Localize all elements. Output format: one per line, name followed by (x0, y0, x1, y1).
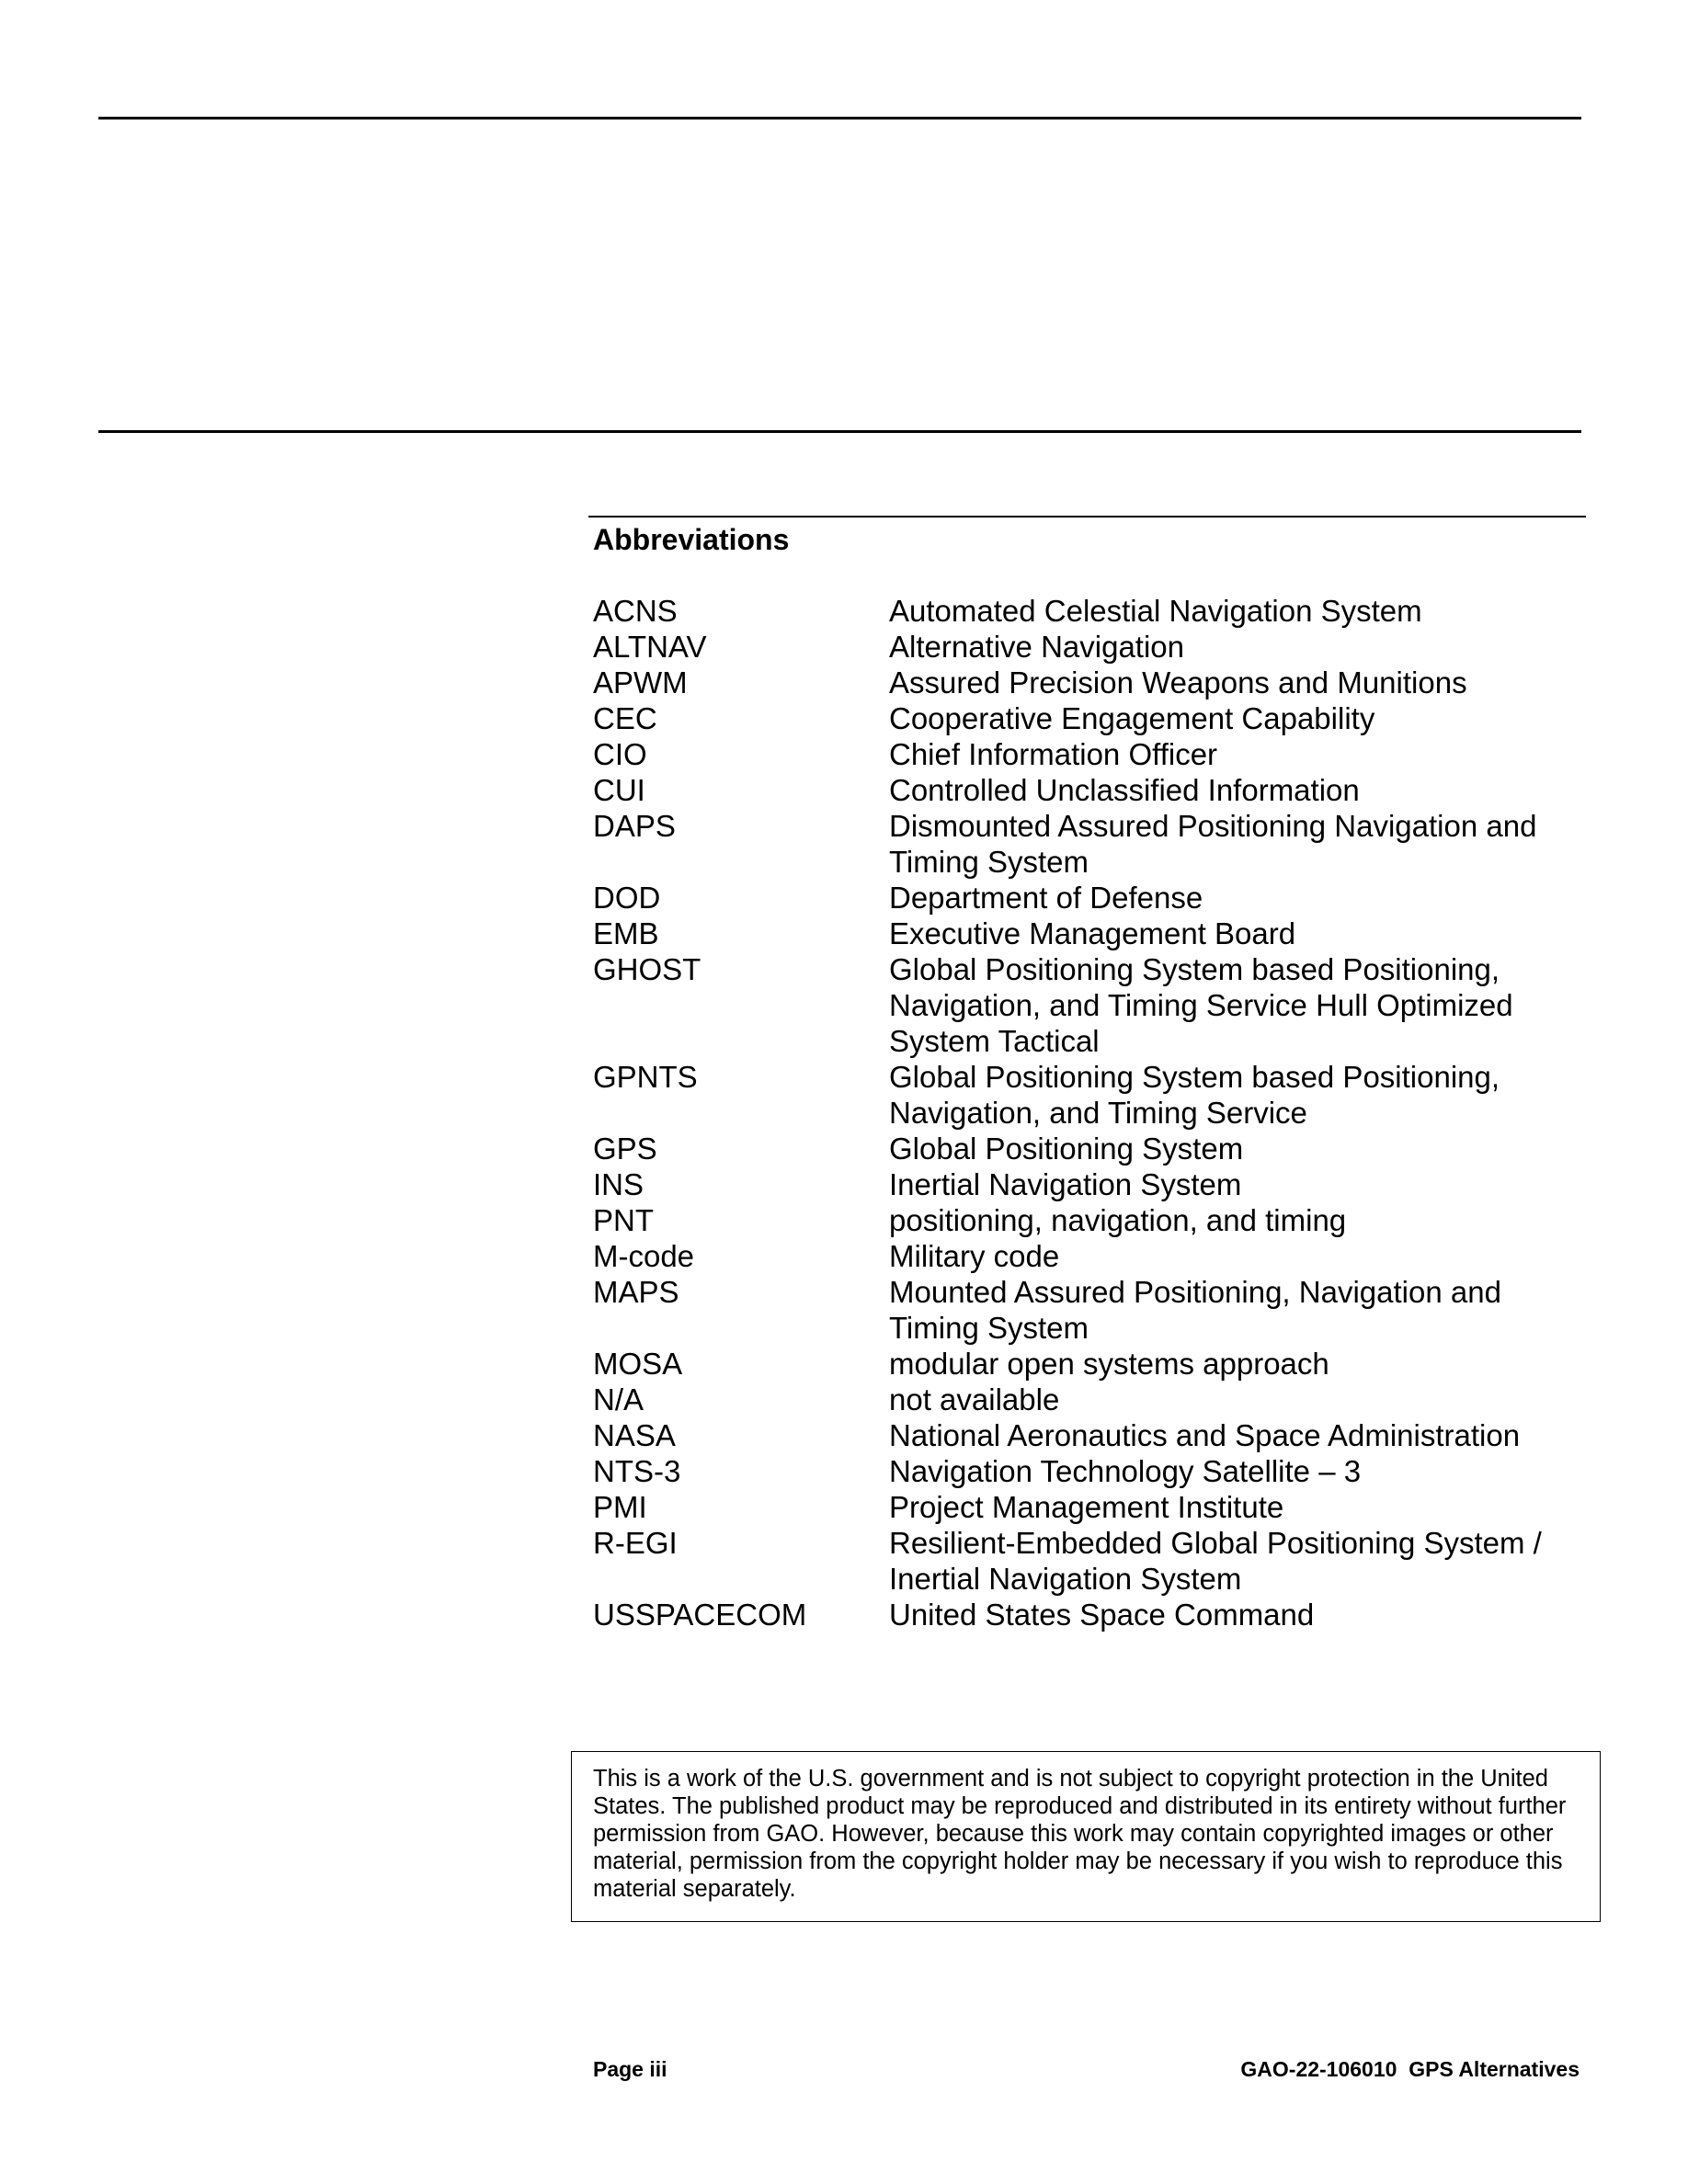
abbreviation-definition: Assured Precision Weapons and Munitions (889, 665, 1467, 700)
abbreviation-term: CEC (593, 701, 657, 735)
middle-rule (98, 430, 1581, 433)
abbreviation-definition: modular open systems approach (889, 1347, 1329, 1381)
list-item (593, 772, 1586, 808)
abbreviation-definition: Global Positioning System based Positioning, Navigation, and Timing Service Hull Optimized System Tactical (889, 952, 1513, 1058)
abbreviation-term: CUI (593, 773, 645, 807)
abbreviation-term: MAPS (593, 1275, 679, 1309)
abbreviation-definition: Dismounted Assured Positioning Navigation and Timing System (889, 809, 1537, 879)
abbreviation-definition: Resilient-Embedded Global Positioning System / Inertial Navigation System (889, 1526, 1542, 1596)
abbreviation-term: ACNS (593, 594, 678, 628)
list-item (593, 736, 1586, 772)
abbreviation-definition: Navigation Technology Satellite – 3 (889, 1454, 1362, 1488)
abbreviation-definition: Military code (889, 1239, 1060, 1273)
abbreviation-definition: United States Space Command (889, 1598, 1315, 1632)
abbreviation-term: EMB (593, 916, 659, 950)
abbreviation-definition: Cooperative Engagement Capability (889, 701, 1375, 735)
list-item (593, 1453, 1586, 1489)
page-number: Page iii (593, 2057, 667, 2081)
abbreviation-term: N/A (593, 1382, 644, 1416)
abbreviation-term: R-EGI (593, 1526, 678, 1560)
list-item (593, 1597, 1586, 1632)
abbreviation-term: GPNTS (593, 1060, 698, 1094)
abbreviation-definition: Mounted Assured Positioning, Navigation and Timing System (889, 1275, 1501, 1345)
abbreviation-term: GPS (593, 1132, 657, 1166)
list-item (593, 951, 1586, 1059)
top-rule (98, 117, 1581, 119)
abbreviation-term: NASA (593, 1418, 676, 1452)
report-identifier: GAO-22-106010 GPS Alternatives (1240, 2057, 1580, 2081)
list-item (593, 1131, 1586, 1166)
abbreviation-term: USSPACECOM (593, 1598, 807, 1632)
list-item (593, 916, 1586, 951)
abbreviation-definition: Executive Management Board (889, 916, 1296, 950)
list-item (593, 629, 1586, 665)
list-item (593, 700, 1586, 736)
abbreviation-definition: positioning, navigation, and timing (889, 1203, 1347, 1237)
list-item (593, 1382, 1586, 1417)
abbreviation-definition: Controlled Unclassified Information (889, 773, 1360, 807)
abbreviation-definition: Automated Celestial Navigation System (889, 594, 1422, 628)
list-item (593, 1202, 1586, 1238)
abbreviation-term: CIO (593, 737, 647, 771)
list-item (593, 1346, 1586, 1382)
abbreviation-definition: not available (889, 1382, 1060, 1416)
list-item (593, 1166, 1586, 1202)
abbreviation-definition: Alternative Navigation (889, 630, 1185, 664)
list-item (593, 1059, 1586, 1131)
list-item (593, 1417, 1586, 1453)
abbreviation-term: M-code (593, 1239, 695, 1273)
abbreviation-term: PMI (593, 1490, 647, 1524)
list-item (593, 1274, 1586, 1346)
list-item (593, 1238, 1586, 1274)
abbreviations-rule (588, 516, 1586, 518)
abbreviations-heading: Abbreviations (593, 523, 790, 556)
abbreviations-list (593, 593, 1586, 1632)
abbreviation-term: PNT (593, 1203, 654, 1237)
abbreviation-definition: Global Positioning System (889, 1132, 1244, 1166)
abbreviation-term: ALTNAV (593, 630, 707, 664)
abbreviation-term: GHOST (593, 952, 701, 986)
abbreviation-definition: Global Positioning System based Positioning, Navigation, and Timing Service (889, 1060, 1500, 1130)
copyright-text: This is a work of the U.S. government and is not subject to copyright protection in the United States. The published product may be reproduced and distributed in its entirety without further permission from GAO. However, because this work may contain copyrighted images or other material, permission from the copyright holder may be necessary if you wish to reproduce this material separately. (593, 1766, 1567, 1902)
copyright-notice (571, 1751, 1601, 1922)
abbreviation-term: NTS-3 (593, 1454, 681, 1488)
list-item (593, 808, 1586, 880)
list-item (593, 1525, 1586, 1597)
list-item (593, 593, 1586, 629)
abbreviation-term: MOSA (593, 1347, 683, 1381)
list-item (593, 665, 1586, 700)
abbreviation-definition: Department of Defense (889, 881, 1203, 915)
abbreviation-definition: Inertial Navigation System (889, 1167, 1242, 1201)
abbreviation-definition: Chief Information Officer (889, 737, 1218, 771)
abbreviation-term: DOD (593, 881, 661, 915)
list-item (593, 880, 1586, 916)
abbreviation-term: DAPS (593, 809, 676, 843)
abbreviation-term: APWM (593, 665, 688, 700)
abbreviation-term: INS (593, 1167, 644, 1201)
abbreviation-definition: National Aeronautics and Space Administration (889, 1418, 1521, 1452)
abbreviation-definition: Project Management Institute (889, 1490, 1284, 1524)
list-item (593, 1489, 1586, 1525)
